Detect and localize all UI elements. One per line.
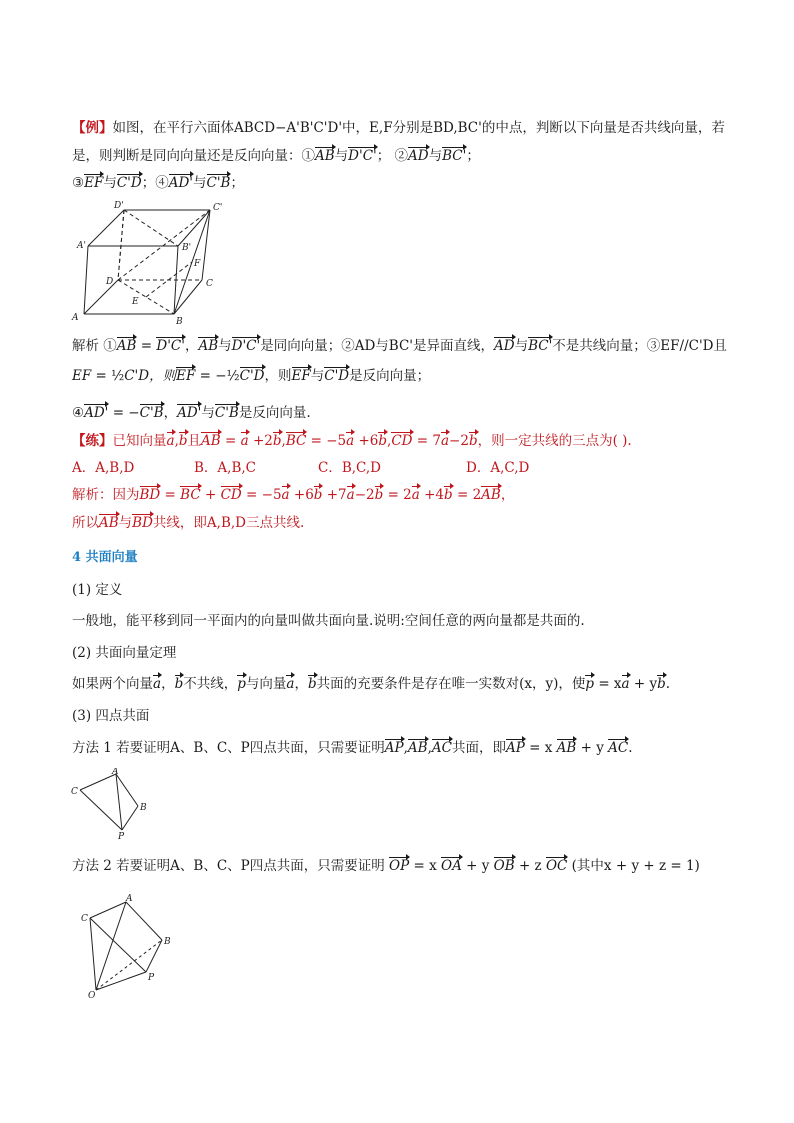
- example-line-2: [72, 146, 480, 166]
- solution-text: ，: [500, 487, 515, 503]
- separator-text: ；: [230, 175, 244, 191]
- method-1: [72, 738, 633, 758]
- solution-text: = 2: [383, 487, 412, 503]
- vertex-label: D: [106, 277, 114, 287]
- point-label: A: [126, 894, 133, 904]
- vector-label: AC: [431, 740, 452, 756]
- analysis-text: 解析 ①: [72, 338, 117, 354]
- vector-label: p: [585, 676, 595, 692]
- example-tag: 【例】: [72, 120, 113, 136]
- vector-label: a: [153, 676, 162, 692]
- vector-label: OB: [493, 858, 515, 874]
- vector-label: p: [237, 676, 246, 692]
- vector-label: b: [313, 487, 323, 503]
- definition-heading: (1) 定义: [72, 582, 123, 598]
- vector-label: BD: [139, 487, 161, 503]
- point-label: O: [88, 991, 96, 1001]
- theorem-text: [72, 674, 670, 694]
- vertex-label: C: [206, 279, 213, 289]
- point-label: C: [81, 914, 88, 924]
- vector-label: C'D: [324, 368, 350, 384]
- vertex-label: F: [194, 259, 201, 269]
- vertex-label: D': [114, 201, 124, 211]
- vector-label: AD': [177, 405, 202, 421]
- connector-text: 与: [334, 148, 349, 164]
- fraction-text: ½: [226, 368, 240, 384]
- practice-text: 且: [187, 433, 202, 449]
- theorem-part: = x: [594, 676, 622, 692]
- analysis-text: = −: [195, 368, 227, 384]
- four-point-heading: (3) 四点共面: [72, 708, 150, 724]
- parallelepiped-figure: [68, 196, 238, 328]
- vector-label: a: [281, 487, 290, 503]
- theorem-part: .: [665, 676, 671, 692]
- example-text-1: 如图，在平行六面体ABCD−A'B'C'D'中，E,F分别是BD,BC'的中点，判断以下向量是否共线向量，若: [112, 120, 725, 136]
- vector-label: EF: [176, 368, 196, 384]
- theorem-heading: (2) 共面向量定理: [72, 645, 177, 661]
- method-text: 方法 1 若要证明A、B、C、P四点共面，只需要证明: [72, 740, 385, 756]
- vector-label: OC: [545, 858, 568, 874]
- separator-text: ；④: [141, 175, 169, 191]
- theorem-part: + y: [629, 676, 658, 692]
- vector-label: b: [272, 433, 282, 449]
- analysis-text: C'D，则: [124, 368, 177, 384]
- vector-label: b: [374, 487, 384, 503]
- solution-line-2: [72, 513, 304, 533]
- item-number: ④: [72, 405, 85, 421]
- fraction-text: ½: [111, 368, 125, 384]
- point-label: P: [118, 832, 125, 840]
- point-label: C: [71, 787, 78, 797]
- option-c[interactable]: C．B,C,D: [318, 460, 382, 476]
- analysis-line-2: [72, 366, 430, 386]
- theorem-part: ，: [161, 676, 175, 692]
- solution-text: = 2: [452, 487, 482, 503]
- practice-line: 【练】已知向量a,b且AB = a +2b,BC = −5a +6b,CD = 7a−2b，则一定共线的三点为( ).: [72, 433, 632, 449]
- solution-text: +7: [322, 487, 347, 503]
- vertex-label: A': [77, 241, 86, 251]
- vector-label: a: [286, 676, 295, 692]
- vector-label: EF: [84, 175, 104, 191]
- method-text: + y: [576, 740, 609, 756]
- point-label: P: [148, 973, 155, 983]
- solution-text: 解析：因为: [72, 487, 140, 503]
- example-prefix: 是，则判断是同向向量还是反向向量：①: [72, 148, 315, 164]
- solution-text: 所以: [72, 515, 99, 531]
- method-text: = x: [524, 740, 557, 756]
- analysis-text: ，则: [264, 368, 292, 384]
- method-text: (其中x + y + z = 1): [567, 858, 700, 874]
- analysis-text: EF =: [72, 368, 112, 384]
- method-text: + y: [461, 858, 494, 874]
- analysis-text: = −: [108, 405, 140, 421]
- vertex-label: C': [213, 203, 223, 213]
- analysis-text: 不是共线向量；③EF//C'D且: [552, 338, 727, 354]
- vector-label: b: [378, 433, 388, 449]
- practice-text: =: [220, 433, 241, 449]
- vector-label: CD: [391, 433, 413, 449]
- analysis-text: 是反向向量.: [238, 405, 311, 421]
- vertex-label: B': [182, 243, 192, 253]
- vector-label: C'D: [239, 368, 265, 384]
- vector-label: BC': [528, 338, 553, 354]
- vector-label: a: [621, 676, 630, 692]
- connector-text: 与: [218, 338, 232, 354]
- connector-text: 与: [201, 405, 215, 421]
- solution-line-1: [72, 485, 514, 505]
- option-d[interactable]: D．A,C,D: [466, 460, 530, 476]
- solution-text: =: [160, 487, 181, 503]
- vertex-label: E: [132, 297, 139, 307]
- connector-text: 与: [103, 175, 117, 191]
- vertex-label: A: [72, 313, 79, 323]
- vector-label: CD: [220, 487, 242, 503]
- point-label: B: [164, 937, 171, 947]
- vector-label: AB: [315, 148, 335, 164]
- example-line-3: [72, 173, 244, 193]
- four-point-figure-1: [68, 768, 158, 840]
- theorem-part: 共面的充要条件是存在唯一实数对(x，y)，使: [316, 676, 586, 692]
- method-text: 共面，即: [451, 740, 506, 756]
- theorem-part: 如果两个向量: [72, 676, 153, 692]
- method-text: .: [628, 740, 633, 756]
- example-line-1: [72, 118, 725, 138]
- definition-text: 一般地，能平移到同一平面内的向量叫做共面向量.说明:空间任意的两向量都是共面的.: [72, 613, 585, 629]
- separator-text: ； ②: [376, 148, 409, 164]
- analysis-line-1: [72, 336, 727, 356]
- analysis-text: 是反向向量；: [349, 368, 431, 384]
- vector-label: AP: [384, 740, 404, 756]
- vector-label: AP: [505, 740, 525, 756]
- vector-label: AD: [408, 148, 429, 164]
- answer-options: [72, 458, 722, 478]
- vector-label: a: [346, 433, 355, 449]
- method-2: [72, 856, 700, 876]
- vector-label: AB: [198, 338, 219, 354]
- vector-label: C'B: [206, 175, 231, 191]
- section-heading: 4 共面向量: [72, 550, 138, 565]
- analysis-text: 是同向向量；②AD与BC'是异面直线，: [260, 338, 494, 354]
- vector-label: b: [444, 487, 453, 503]
- theorem-part: 不共线，: [183, 676, 238, 692]
- vector-label: AB: [201, 433, 221, 449]
- solution-text: = −5: [241, 487, 282, 503]
- practice-text: = −5: [306, 433, 347, 449]
- solution-text: +4: [419, 487, 445, 503]
- vector-label: a: [346, 487, 355, 503]
- vector-label: BD: [132, 515, 153, 531]
- vector-label: EF: [291, 368, 311, 384]
- vector-label: C'B: [139, 405, 164, 421]
- method-text: ,: [403, 740, 408, 756]
- vector-label: b: [468, 433, 478, 449]
- solution-text: +6: [289, 487, 314, 503]
- vector-label: a: [440, 433, 450, 449]
- vector-label: OP: [389, 858, 410, 874]
- four-point-figure-2: [70, 892, 180, 1002]
- theorem-part: 与向量: [245, 676, 287, 692]
- vector-label: D'C': [231, 338, 261, 354]
- connector-text: 与: [428, 148, 443, 164]
- vector-label: b: [307, 676, 317, 692]
- separator-text: ；: [466, 148, 480, 164]
- method-text: 方法 2 若要证明A、B、C、P四点共面，只需要证明: [72, 858, 390, 874]
- method-text: ,: [427, 740, 432, 756]
- analysis-text: ，: [184, 338, 199, 354]
- practice-text: = 7: [412, 433, 441, 449]
- vector-label: AB: [116, 338, 137, 354]
- vector-label: BC: [285, 433, 307, 449]
- solution-text: +: [200, 487, 221, 503]
- method-text: = x: [409, 858, 442, 874]
- vector-label: BC: [180, 487, 201, 503]
- vector-label: AD': [168, 175, 194, 191]
- practice-text: +2: [248, 433, 273, 449]
- practice-text: +6: [354, 433, 379, 449]
- vector-label: D'C': [156, 338, 185, 354]
- vector-label: OA: [441, 858, 462, 874]
- point-label: B: [140, 803, 147, 813]
- vector-label: a: [240, 433, 249, 449]
- vector-label: AD': [84, 405, 109, 421]
- vector-label: AB: [407, 740, 428, 756]
- point-label: A: [112, 768, 119, 777]
- connector-text: 与: [514, 338, 529, 354]
- vector-label: AB: [556, 740, 577, 756]
- vertex-label: B: [176, 317, 183, 327]
- solution-text: −2: [354, 487, 375, 503]
- vector-label: AD: [494, 338, 515, 354]
- solution-text: 共线，即A,B,D三点共线.: [152, 515, 305, 531]
- analysis-text: =: [136, 338, 157, 354]
- vector-label: AB: [481, 487, 501, 503]
- connector-text: 与: [310, 368, 325, 384]
- vector-label: BC': [442, 148, 467, 164]
- vector-label: b: [174, 676, 184, 692]
- connector-text: 与: [193, 175, 207, 191]
- vector-label: a: [166, 433, 175, 449]
- vector-label: b: [178, 433, 188, 449]
- vector-label: D'C': [348, 148, 377, 164]
- theorem-part: ，: [294, 676, 308, 692]
- item-number: ③: [72, 175, 85, 191]
- vector-label: AC: [608, 740, 629, 756]
- practice-text: 已知向量: [112, 433, 167, 449]
- practice-text: −2: [449, 433, 469, 449]
- option-b[interactable]: B．A,B,C: [194, 460, 257, 476]
- solution-text: 与: [118, 515, 133, 531]
- vector-label: C'B: [214, 405, 239, 421]
- method-text: + z: [514, 858, 546, 874]
- vector-label: b: [657, 676, 666, 692]
- practice-text: ，则一定共线的三点为( ).: [477, 433, 632, 449]
- analysis-text: ，: [163, 405, 178, 421]
- analysis-line-3: [72, 403, 311, 423]
- vector-label: AB: [99, 515, 119, 531]
- option-a[interactable]: A．A,B,D: [72, 460, 135, 476]
- practice-tag: 【练】: [72, 433, 113, 449]
- vector-label: C'D: [116, 175, 142, 191]
- vector-label: a: [411, 487, 420, 503]
